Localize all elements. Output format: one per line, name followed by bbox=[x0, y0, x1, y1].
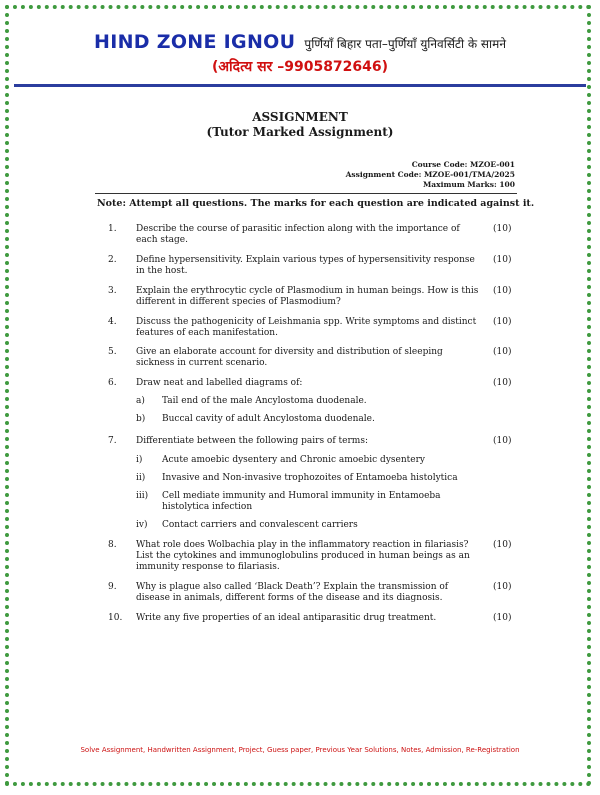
question-marks: (10) bbox=[493, 317, 512, 327]
question-marks: (10) bbox=[493, 613, 512, 623]
question-number: 7. bbox=[108, 436, 117, 446]
question-text: What role does Wolbachia play in the inflammatory reaction in filariasis? List the cytokines and immunoglobulins produced in human beings as an immunity response to filariasis. bbox=[136, 540, 470, 572]
subpart-label: a) bbox=[136, 396, 145, 406]
subpart-text: Buccal cavity of adult Ancylostoma duodenale. bbox=[162, 414, 375, 424]
subpart-label: ii) bbox=[136, 473, 146, 483]
footer-services: Solve Assignment, Handwritten Assignment, Project, Guess paper, Previous Year Solutions, Notes, Admission, Re-Registration bbox=[80, 746, 520, 754]
subpart-label: i) bbox=[136, 455, 143, 465]
question-number: 4. bbox=[108, 317, 117, 327]
subpart-text: Contact carriers and convalescent carriers bbox=[162, 520, 358, 530]
question-marks: (10) bbox=[493, 582, 512, 592]
brand-address: पुर्णियाँ बिहार पता–पुर्णियाँ युनिवर्सिटी के सामने bbox=[304, 37, 506, 51]
question-number: 5. bbox=[108, 347, 117, 357]
course-codes bbox=[346, 160, 515, 190]
codes-divider bbox=[95, 193, 517, 194]
question-text: Draw neat and labelled diagrams of: bbox=[136, 378, 303, 388]
question-text: Define hypersensitivity. Explain various types of hypersensitivity response in the host. bbox=[136, 255, 475, 276]
header-banner bbox=[0, 31, 600, 76]
brand-title: HIND ZONE IGNOU bbox=[94, 31, 296, 53]
question-marks: (10) bbox=[493, 378, 512, 388]
question-marks: (10) bbox=[493, 286, 512, 296]
subpart-label: iv) bbox=[136, 520, 148, 530]
question-number: 9. bbox=[108, 582, 117, 592]
question-number: 8. bbox=[108, 540, 117, 550]
question-number: 6. bbox=[108, 378, 117, 388]
question-text: Why is plague also called ‘Black Death’? Explain the transmission of disease in animals, different forms of the disease and its diagnosis. bbox=[136, 582, 449, 603]
question-marks: (10) bbox=[493, 540, 512, 550]
contact-line: (अदित्य सर –9905872646) bbox=[211, 59, 389, 75]
question-text: Explain the erythrocytic cycle of Plasmodium in human beings. How is this different in different species of Plasmodium? bbox=[136, 286, 479, 307]
subpart-text: Invasive and Non-invasive trophozoites of Entamoeba histolytica bbox=[162, 473, 458, 483]
subpart-label: b) bbox=[136, 414, 146, 424]
note-text: Note: Attempt all questions. The marks for each question are indicated against it. bbox=[97, 198, 535, 209]
assignment-code: Assignment Code: MZOE-001/TMA/2025 bbox=[345, 170, 515, 179]
question-marks: (10) bbox=[493, 347, 512, 357]
question-marks: (10) bbox=[493, 224, 512, 234]
title-line-1: ASSIGNMENT bbox=[252, 110, 348, 124]
header-divider bbox=[14, 84, 586, 87]
assignment-title bbox=[0, 110, 600, 140]
maximum-marks: Maximum Marks: 100 bbox=[423, 180, 515, 189]
question-number: 10. bbox=[108, 613, 123, 623]
question-number: 2. bbox=[108, 255, 117, 265]
question-text: Give an elaborate account for diversity and distribution of sleeping sickness in current scenario. bbox=[136, 347, 443, 368]
course-code: Course Code: MZOE-001 bbox=[411, 160, 515, 169]
question-text: Discuss the pathogenicity of Leishmania spp. Write symptoms and distinct features of each manifestation. bbox=[136, 317, 477, 338]
title-line-2: (Tutor Marked Assignment) bbox=[206, 125, 394, 139]
question-marks: (10) bbox=[493, 255, 512, 265]
question-text: Describe the course of parasitic infection along with the importance of each stage. bbox=[136, 224, 460, 245]
subpart-text: Acute amoebic dysentery and Chronic amoebic dysentery bbox=[162, 455, 425, 465]
question-number: 3. bbox=[108, 286, 117, 296]
subpart-text: Cell mediate immunity and Humoral immunity in Entamoeba histolytica infection bbox=[162, 491, 441, 512]
subpart-text: Tail end of the male Ancylostoma duodenale. bbox=[162, 396, 367, 406]
question-marks: (10) bbox=[493, 436, 512, 446]
question-text: Write any five properties of an ideal antiparasitic drug treatment. bbox=[136, 613, 437, 623]
question-number: 1. bbox=[108, 224, 117, 234]
question-text: Differentiate between the following pairs of terms: bbox=[136, 436, 368, 446]
subpart-label: iii) bbox=[136, 491, 149, 501]
